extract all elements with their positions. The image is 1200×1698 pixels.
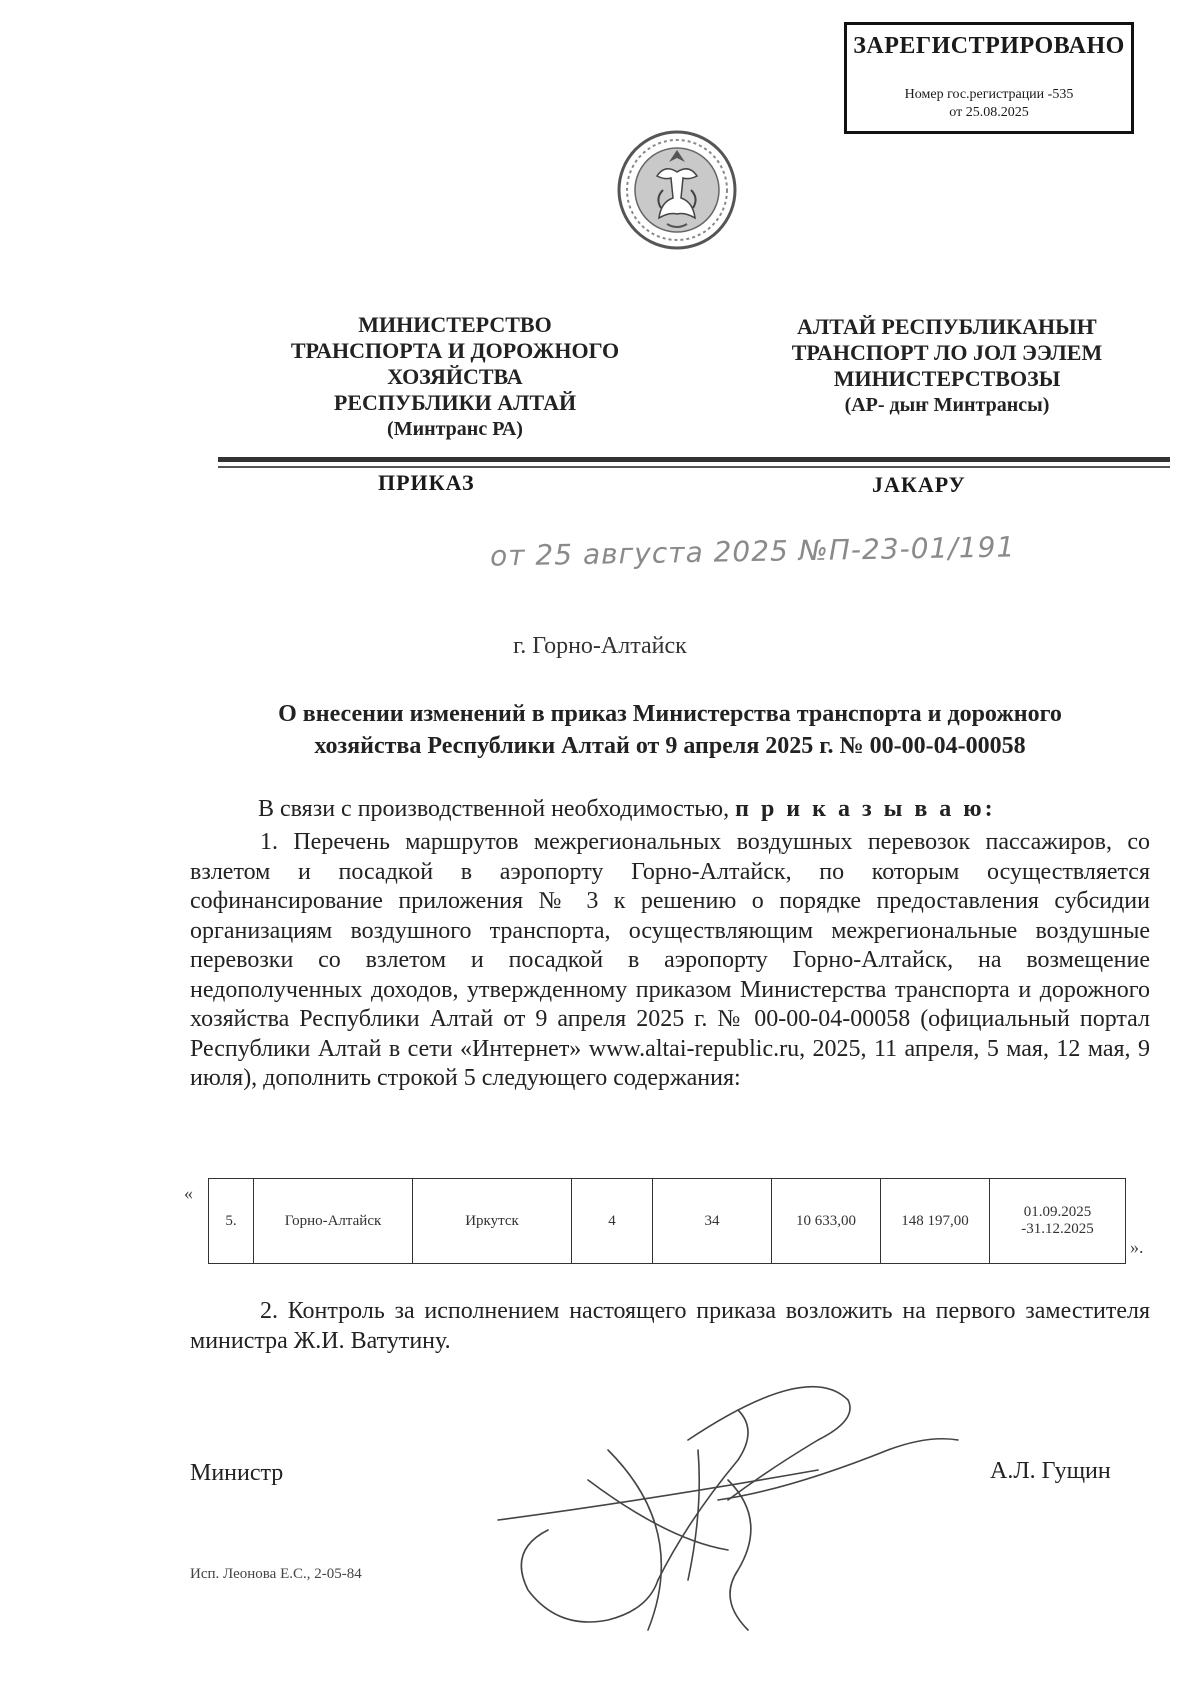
city-name: г. Горно-Алтайск (513, 633, 687, 659)
cell-period (990, 1179, 1126, 1264)
cell-to: Иркутск (413, 1179, 572, 1264)
coat-of-arms-emblem-icon (615, 128, 739, 252)
stamp-registration-date: от 25.08.2025 (949, 105, 1029, 120)
intro-sentence (258, 796, 996, 823)
table-open-quote: « (184, 1183, 193, 1203)
intro-text: В связи с производственной необходимостью, (258, 796, 730, 822)
header-right-line: ТРАНСПОРТ ЛО ЈОЛ ЭЭЛЕМ (791, 340, 1103, 365)
minister-name: А.Л. Гущин (990, 1458, 1111, 1484)
cell-col6: 10 633,00 (772, 1179, 881, 1264)
header-left-line: РЕСПУБЛИКИ АЛТАЙ (333, 390, 577, 415)
cell-number: 5. (209, 1179, 254, 1264)
intro-emphasis: п р и к а з ы в а ю: (735, 796, 996, 822)
ministry-header-altai (752, 314, 1142, 418)
executor-contact: Исп. Леонова Е.С., 2-05-84 (190, 1566, 362, 1582)
minister-signature-icon (488, 1380, 968, 1650)
paragraph-2: 2. Контроль за исполнением настоящего приказа возложить на первого заместителя министра Ж.И. Ватутину. (190, 1298, 1150, 1354)
document-title-line: хозяйства Республики Алтай от 9 апреля 2025 г. № 00-00-04-00058 (314, 733, 1026, 759)
paragraph-1: 1. Перечень маршрутов межрегиональных воздушных перевозок пассажиров, со взлетом и посадкой в аэропорту Горно-Алтайск, по которым осуществляется софинансирование приложения № 3 к решению о порядке предоставления субсидии организациям воздушного транспорта, осуществляющим межрегиональные воздушные перевозки со взлетом и посадкой в аэропорту Горно-Алтайск, на возмещение недополученных доходов, утвержденному приказом Министерства транспорта и дорожного хозяйства Республики Алтай от 9 апреля 2025 г. № 00-00-04-00058 (официальный портал Республики Алтай в сети «Интернет» www.altai-republic.ru, 2025, 11 апреля, 5 мая, 12 мая, 9 июля), дополнить строкой 5 следующего содержания: (190, 829, 1150, 1091)
stamp-title: ЗАРЕГИСТРИРОВАНО (853, 33, 1125, 59)
order-label-altai: ЈАКАРУ (872, 472, 966, 497)
period-start: 01.09.2025 (1023, 1204, 1092, 1220)
header-left-line: МИНИСТЕРСТВО (358, 312, 552, 337)
header-divider-thick (218, 457, 1170, 462)
header-right-abbreviation: (АР- дыҥ Минтрансы) (844, 394, 1050, 416)
routes-table (208, 1178, 1126, 1264)
header-left-line: ХОЗЯЙСТВА (387, 364, 523, 389)
header-left-abbreviation: (Минтранс РА) (387, 418, 523, 440)
handwritten-order-date: от 25 августа 2025 №П-23-01/191 (489, 530, 1016, 573)
registration-stamp (844, 22, 1134, 134)
header-left-line: ТРАНСПОРТА И ДОРОЖНОГО (290, 338, 620, 363)
cell-col5: 34 (653, 1179, 772, 1264)
table-close-quote: ». (1130, 1237, 1144, 1257)
cell-from: Горно-Алтайск (254, 1179, 413, 1264)
cell-col4: 4 (572, 1179, 653, 1264)
table-row (209, 1179, 1126, 1264)
stamp-registration-number: Номер гос.регистрации -535 (904, 87, 1074, 102)
document-title-line: О внесении изменений в приказ Министерства транспорта и дорожного (278, 701, 1062, 727)
header-divider-thin (218, 466, 1170, 468)
header-right-line: МИНИСТЕРСТВОЗЫ (833, 366, 1061, 391)
document-title (190, 698, 1150, 762)
ministry-header-russian (250, 312, 660, 442)
period-end: -31.12.2025 (1021, 1221, 1094, 1237)
minister-label: Министр (190, 1460, 284, 1486)
order-label-russian: ПРИКАЗ (378, 470, 475, 495)
cell-col7: 148 197,00 (881, 1179, 990, 1264)
header-right-line: АЛТАЙ РЕСПУБЛИКАНЫҤ (797, 314, 1097, 339)
